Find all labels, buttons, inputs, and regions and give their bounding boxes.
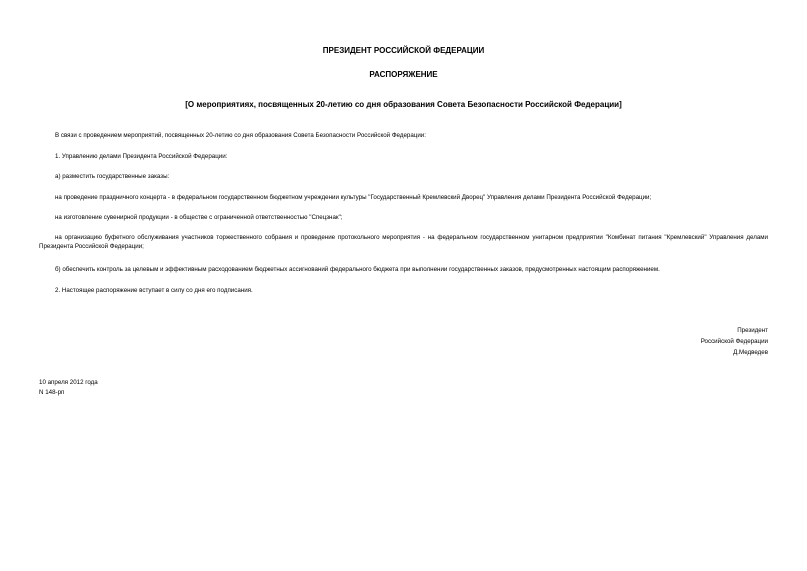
document-date: 10 апреля 2012 года <box>39 379 98 386</box>
order-catering-paragraph: на организацию буфетного обслуживания участников торжественного собрания и проведение протокольного мероприятия - на федеральном государственном унитарном предприятии "Комбинат питания "Кремлевский" Управления делами Президента Российской Федерации; <box>39 234 768 250</box>
document-type-heading: РАСПОРЯЖЕНИЕ <box>369 70 438 79</box>
item-2-paragraph: 2. Настоящее распоряжение вступает в силу со дня его подписания. <box>55 287 253 294</box>
authority-heading: ПРЕЗИДЕНТ РОССИЙСКОЙ ФЕДЕРАЦИИ <box>322 46 485 55</box>
order-concert-paragraph: на проведение праздничного концерта - в федеральном государственном бюджетном учреждении культуры "Государственный Кремлевский Дворец" Управления делами Президента Российской Федерации; <box>55 194 652 201</box>
signature-organization: Российской Федерации <box>700 338 768 345</box>
item-1-paragraph: 1. Управлению делами Президента Российской Федерации: <box>55 153 228 160</box>
item-1b-paragraph: б) обеспечить контроль за целевым и эффективным расходованием бюджетных ассигнований федерального бюджета при выполнении государственных заказов, предусмотренных настоящим распоряжением. <box>55 266 660 273</box>
document-number: N 148-рп <box>39 389 65 396</box>
document-title: [О мероприятиях, посвященных 20-летию со дня образования Совета Безопасности Российской Федерации] <box>185 100 622 109</box>
signature-name: Д.Медведев <box>733 349 768 356</box>
intro-paragraph: В связи с проведением мероприятий, посвященных 20-летию со дня образования Совета Безопасности Российской Федерации: <box>55 132 426 139</box>
order-souvenir-paragraph: на изготовление сувенирной продукции - в обществе с ограниченной ответственностью "Спецзнак"; <box>55 214 343 221</box>
item-1a-paragraph: а) разместить государственные заказы: <box>55 173 170 180</box>
signature-position: Президент <box>737 327 768 334</box>
